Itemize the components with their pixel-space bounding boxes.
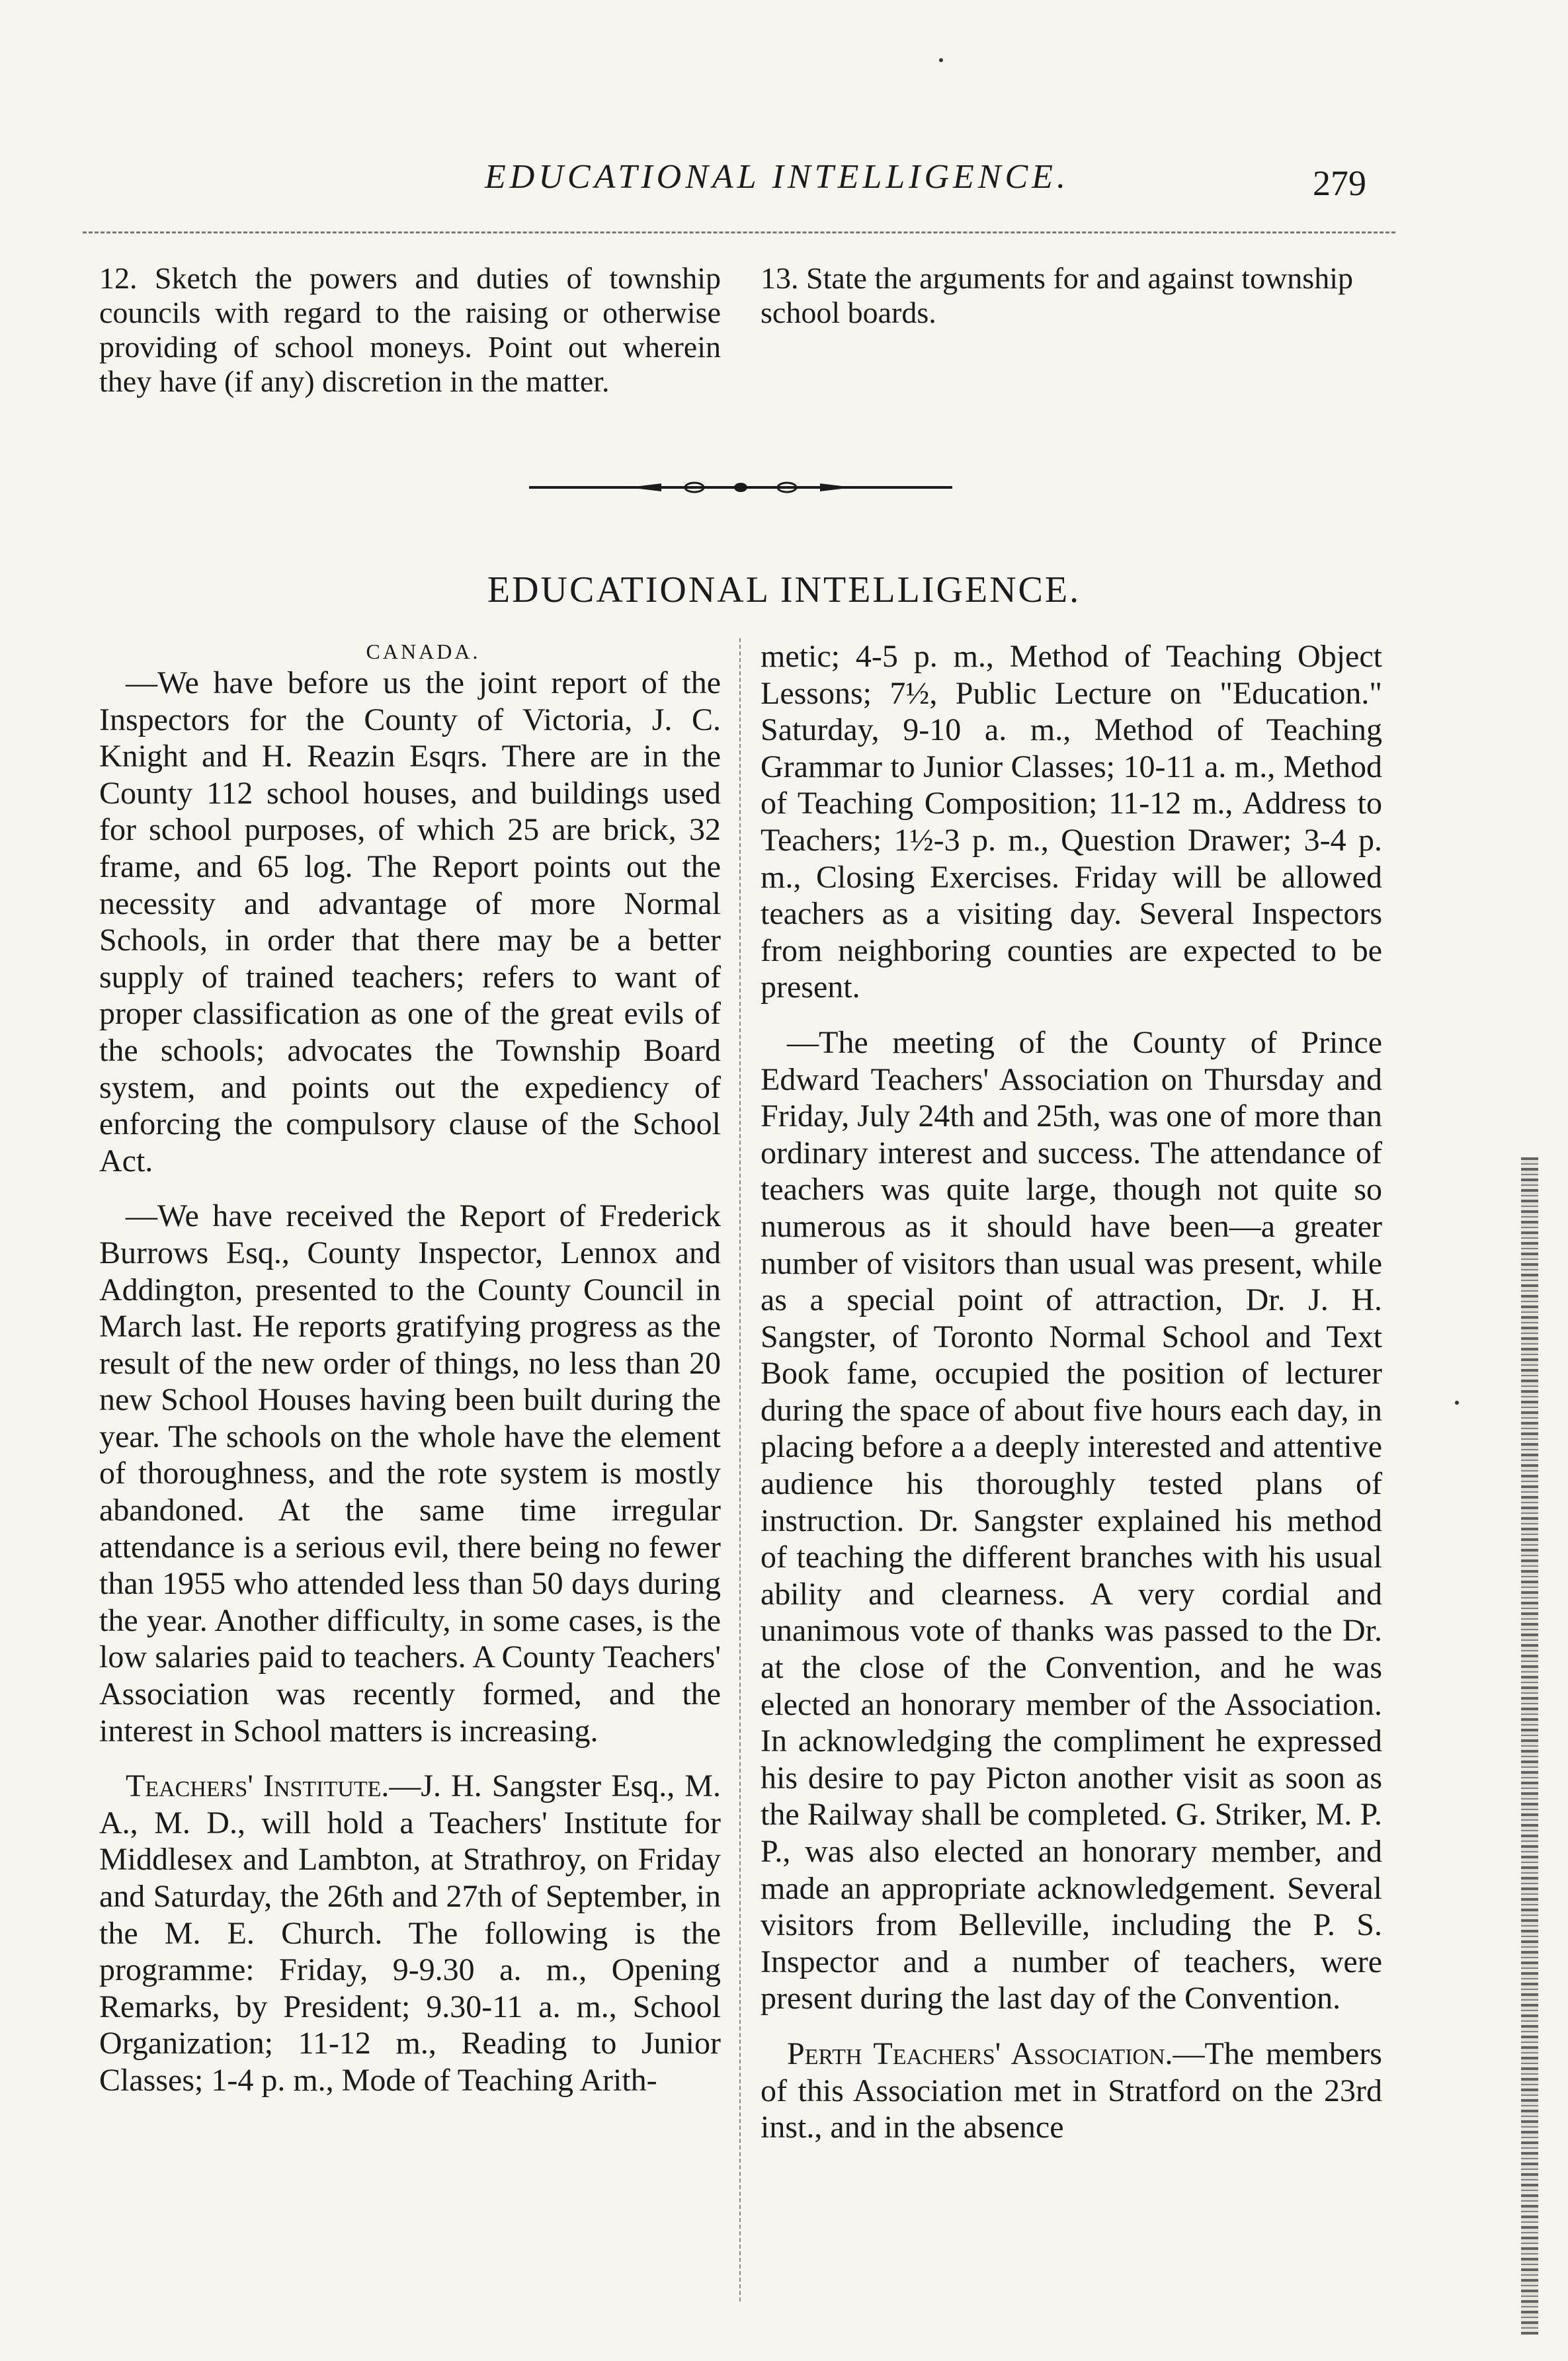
subhead-canada: CANADA. [366,640,481,663]
right-column [761,638,1382,2146]
binding-edge-artifact [1521,1157,1538,2335]
paragraph-teachers-institute [99,1768,721,2098]
page-number: 279 [1313,163,1366,203]
perth-association-lead: Perth Teachers' Association. [787,2036,1173,2071]
scan-speck [939,58,943,62]
exam-question-13: 13. State the arguments for and against township school boards. [761,261,1353,329]
running-head: EDUCATIONAL INTELLIGENCE. [485,158,1069,196]
teachers-institute-text: —J. H. Sangster Esq., M. A., M. D., will hold a Teachers' Institute for Middlesex and Lambton, at Strathroy, on Friday and Saturday, the 26th and 27th of September, in the M. E. Church. The following is the programme: Friday, 9-9.30 a. m., Opening Remarks, by President; 9.30-11 a. m., School Organization; 11-12 m., Reading to Junior Classes; 1-4 p. m., Mode of Teaching Arith- [99,1768,721,2098]
exam-question-12: 12. Sketch the powers and duties of township councils with regard to the raising or otherwise providing of school moneys. Point out wherein they have (if any) discretion in the matter. [99,261,721,398]
paragraph-programme-continued: metic; 4-5 p. m., Method of Teaching Object Lessons; 7½, Public Lecture on "Education." Saturday, 9-10 a. m., Method of Teaching Grammar to Junior Classes; 10-11 a. m., Method of Teaching Composition; 11-12 m., Address to Teachers; 1½-3 p. m., Question Drawer; 3-4 p. m., Closing Exercises. Friday will be allowed teachers as a visiting day. Several Inspectors from neighboring counties are expected to be present. [761,639,1382,1005]
paragraph-perth-association [761,2036,1382,2146]
paragraph-victoria-report: —We have before us the joint report of the Inspectors for the County of Victoria, J. C. Knight and H. Reazin Esqrs. There are in the County 112 school houses, and buildings used for school purposes, of which 25 are brick, 32 frame, and 65 log. The Report points out the necessity and advantage of more Normal Schools, in order that there may be a better supply of trained teachers; refers to want of proper classification as one of the great evils of the schools; advocates the Township Board system, and points out the expediency of enforcing the compulsory clause of the School Act. [99,665,721,1179]
paragraph-prince-edward-meeting: —The meeting of the County of Prince Edward Teachers' Association on Thursday and Friday, July 24th and 25th, was one of more than ordinary interest and success. The attendance of teachers was quite large, though not quite so numerous as it should have been—a greater number of visitors than usual was present, while as a special point of attraction, Dr. J. H. Sangster, of Toronto Normal School and Text Book fame, occupied the position of lecturer during the space of about five hours each day, in placing before a a deeply interested and attentive audience his thoroughly tested plans of instruction. Dr. Sangster explained his method of teaching the different branches with his usual ability and clearness. A very cordial and unanimous vote of thanks was passed to the Dr. at the close of the Convention, and he was elected an honorary member of the Association. In acknowledging the compliment he expressed his desire to pay Picton another visit as soon as the Railway shall be completed. G. Striker, M. P. P., was also elected an honorary member, and made an appropriate acknowledgement. Several visitors from Belleville, including the P. S. Inspector and a number of teachers, were present during the last day of the Convention. [761,1024,1382,2016]
paragraph-lennox-report: —We have received the Report of Frederick Burrows Esq., County Inspector, Lennox and Addington, presented to the County Council in March last. He reports gratifying progress as the result of the new order of things, no less than 20 new School Houses having been built during the year. The schools on the whole have the element of thoroughness, and the rote system is mostly abandoned. At the same time irregular attendance is a serious evil, there being no fewer than 1955 who attended less than 50 days during the year. Another difficulty, in some cases, is the low salaries paid to teachers. A County Teachers' Association was recently formed, and the interest in School matters is increasing. [99,1198,721,1749]
ornamental-rule-icon [529,479,952,495]
scan-speck [1455,1401,1459,1405]
header-rule [83,231,1395,233]
section-title: EDUCATIONAL INTELLIGENCE. [487,569,1081,610]
left-column [99,638,721,2099]
teachers-institute-lead: Teachers' Institute. [126,1768,390,1804]
perth-association-text: —The members of this Association met in Stratford on the 23rd inst., and in the absence [761,2036,1382,2145]
column-divider [739,638,741,2301]
